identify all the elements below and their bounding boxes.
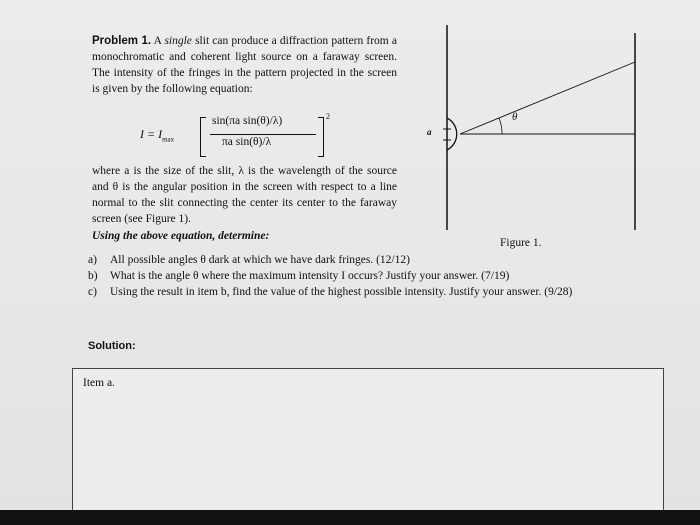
slit-opening-arc — [447, 118, 457, 150]
figure-caption: Figure 1. — [500, 237, 542, 249]
angle-ray — [460, 62, 635, 134]
equation-denominator: πa sin(θ)/λ — [222, 136, 272, 148]
intensity-equation — [140, 112, 340, 161]
equation-lhs: $I = I_{max}$ — [140, 127, 175, 144]
item-label: b) — [88, 270, 98, 282]
right-bracket — [318, 117, 324, 157]
question-item — [88, 268, 668, 284]
question-item — [88, 252, 668, 268]
solution-heading: Solution: — [88, 340, 136, 352]
where-paragraph: where a is the size of the slit, λ is the wavelength of the source and θ is the angular position in the screen with respect to a line normal to the slit connecting the center its center to the faraway screen (see Figure 1). — [92, 165, 397, 225]
question-item — [88, 284, 668, 300]
equation-numerator: sin(πa sin(θ)/λ) — [212, 115, 283, 127]
determine-heading: Using the above equation, determine: — [92, 230, 270, 242]
answer-box-label: Item a. — [83, 377, 115, 389]
fraction-bar — [210, 134, 316, 135]
equation-subscript: max — [162, 135, 175, 144]
item-text: Using the result in item b, find the value of the highest possible intensity. Justify your answer. (9/28) — [110, 286, 573, 298]
item-text: What is the angle θ where the maximum intensity I occurs? Justify your answer. (7/19) — [110, 270, 510, 282]
question-list — [88, 252, 668, 300]
item-text: All possible angles θ dark at which we have dark fringes. (12/12) — [110, 254, 410, 266]
item-label: a) — [88, 254, 97, 266]
equation-exponent: 2 — [326, 112, 330, 121]
statement-lead: A — [153, 35, 162, 47]
problem-statement — [92, 33, 397, 97]
theta-label: θ — [512, 111, 518, 123]
figure-1-diagram — [440, 25, 660, 235]
slit-width-label: a — [427, 127, 432, 137]
answer-box[interactable] — [72, 368, 664, 520]
statement-italic: single — [164, 35, 192, 47]
problem-heading: Problem 1. — [92, 35, 152, 47]
item-label: c) — [88, 286, 97, 298]
bottom-edge — [0, 510, 700, 525]
left-bracket — [200, 117, 206, 157]
angle-arc — [499, 118, 502, 134]
statement-rest: slit can produce a diffraction pattern from a monochromatic and coherent light source on a faraway screen. The intensity of the fringes in the pattern projected in the screen is given by the following equation: — [92, 35, 398, 95]
